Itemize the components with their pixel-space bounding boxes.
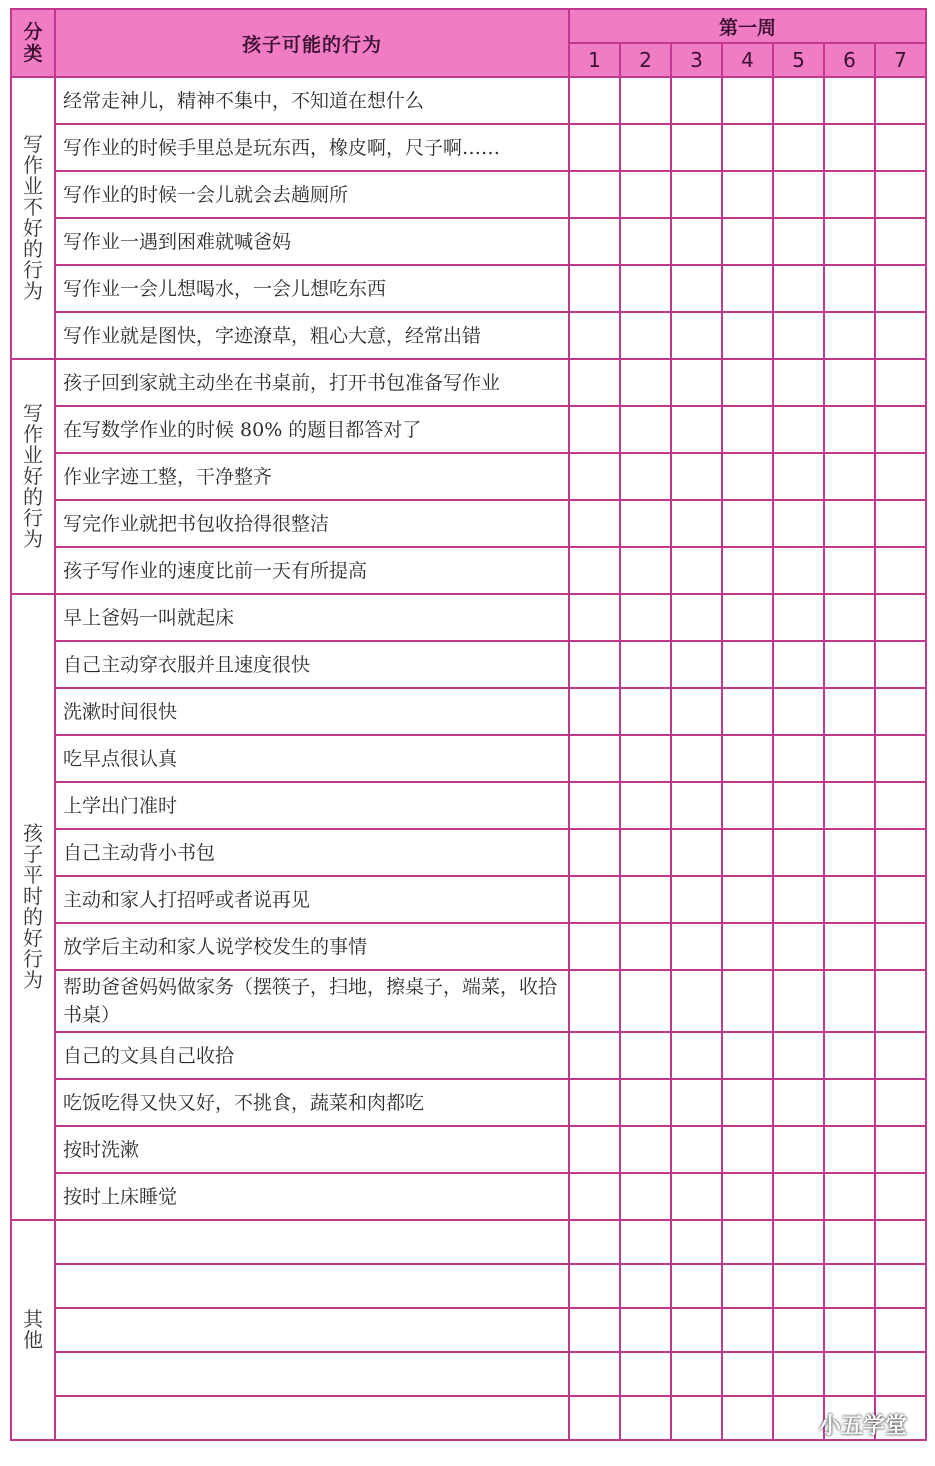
day-2-check-cell[interactable] — [620, 77, 671, 124]
day-4-check-cell[interactable] — [722, 782, 773, 829]
day-7-check-cell[interactable] — [875, 77, 926, 124]
day-3-check-cell[interactable] — [671, 1220, 722, 1264]
day-2-check-cell[interactable] — [620, 688, 671, 735]
day-2-check-cell[interactable] — [620, 406, 671, 453]
day-5-check-cell[interactable] — [773, 1352, 824, 1396]
day-6-check-cell[interactable] — [824, 876, 875, 923]
table-row — [11, 547, 926, 594]
day-7-check-cell[interactable] — [875, 171, 926, 218]
day-6-check-cell[interactable] — [824, 829, 875, 876]
behavior-cell: 帮助爸爸妈妈做家务（摆筷子，扫地，擦桌子，端菜，收拾书桌） — [55, 970, 569, 1032]
other-behavior-cell[interactable] — [55, 1220, 569, 1264]
day-6-check-cell[interactable] — [824, 923, 875, 970]
day-1-check-cell[interactable] — [569, 124, 620, 171]
behavior-cell: 自己的文具自己收拾 — [55, 1032, 569, 1079]
day-7-check-cell[interactable] — [875, 923, 926, 970]
day-3-check-cell[interactable] — [671, 218, 722, 265]
behavior-cell: 按时洗漱 — [55, 1126, 569, 1173]
day-6-check-cell[interactable] — [824, 77, 875, 124]
behavior-cell: 主动和家人打招呼或者说再见 — [55, 876, 569, 923]
table-row — [11, 1126, 926, 1173]
day-5-check-cell[interactable] — [773, 641, 824, 688]
day-4-check-cell[interactable] — [722, 1220, 773, 1264]
day-3-check-cell[interactable] — [671, 782, 722, 829]
day-4-check-cell[interactable] — [722, 1079, 773, 1126]
day-3-check-cell[interactable] — [671, 359, 722, 406]
week-header: 第一周 — [569, 9, 926, 43]
day-3-check-cell[interactable] — [671, 77, 722, 124]
day-4-check-cell[interactable] — [722, 1264, 773, 1308]
day-4-check-cell[interactable] — [722, 453, 773, 500]
day-7-check-cell[interactable] — [875, 312, 926, 359]
day-1-check-cell[interactable] — [569, 688, 620, 735]
behavior-cell: 吃饭吃得又快又好，不挑食，蔬菜和肉都吃 — [55, 1079, 569, 1126]
day-5-check-cell[interactable] — [773, 688, 824, 735]
table-row — [11, 1173, 926, 1220]
day-2-check-cell[interactable] — [620, 1079, 671, 1126]
day-6-check-cell[interactable] — [824, 735, 875, 782]
day-2-check-cell[interactable] — [620, 218, 671, 265]
day-1-check-cell[interactable] — [569, 359, 620, 406]
day-6-check-cell[interactable] — [824, 1126, 875, 1173]
day-2-check-cell[interactable] — [620, 265, 671, 312]
day-1-check-cell[interactable] — [569, 1308, 620, 1352]
day-1-check-cell[interactable] — [569, 406, 620, 453]
table-row — [11, 735, 926, 782]
behavior-table — [10, 8, 927, 1441]
table-header — [11, 9, 926, 77]
day-4-check-cell[interactable] — [722, 1032, 773, 1079]
day-5-check-cell[interactable] — [773, 782, 824, 829]
wechat-icon — [783, 1412, 813, 1438]
day-5-check-cell[interactable] — [773, 77, 824, 124]
day-5-check-cell[interactable] — [773, 970, 824, 1032]
behavior-cell: 吃早点很认真 — [55, 735, 569, 782]
table-row — [11, 124, 926, 171]
day-2-check-cell[interactable] — [620, 829, 671, 876]
day-5-check-cell[interactable] — [773, 500, 824, 547]
day-1-check-cell[interactable] — [569, 970, 620, 1032]
day-header-4: 4 — [722, 43, 773, 77]
day-7-check-cell[interactable] — [875, 218, 926, 265]
table-row — [11, 359, 926, 406]
day-4-check-cell[interactable] — [722, 688, 773, 735]
category-cell — [11, 359, 55, 594]
day-1-check-cell[interactable] — [569, 171, 620, 218]
day-5-check-cell[interactable] — [773, 829, 824, 876]
table-row — [11, 594, 926, 641]
category-cell — [11, 1220, 55, 1440]
day-2-check-cell[interactable] — [620, 124, 671, 171]
table-row — [11, 1032, 926, 1079]
day-1-check-cell[interactable] — [569, 77, 620, 124]
table-row — [11, 970, 926, 1032]
behavior-cell: 写完作业就把书包收拾得很整洁 — [55, 500, 569, 547]
behavior-cell: 经常走神儿，精神不集中，不知道在想什么 — [55, 77, 569, 124]
table-row — [11, 453, 926, 500]
category-cell — [11, 77, 55, 359]
behavior-cell: 自己主动穿衣服并且速度很快 — [55, 641, 569, 688]
day-4-check-cell[interactable] — [722, 876, 773, 923]
day-2-check-cell[interactable] — [620, 782, 671, 829]
day-7-check-cell[interactable] — [875, 265, 926, 312]
behavior-cell: 作业字迹工整，干净整齐 — [55, 453, 569, 500]
day-5-check-cell[interactable] — [773, 171, 824, 218]
day-5-check-cell[interactable] — [773, 312, 824, 359]
day-6-check-cell[interactable] — [824, 500, 875, 547]
day-7-check-cell[interactable] — [875, 735, 926, 782]
day-2-check-cell[interactable] — [620, 1396, 671, 1440]
day-5-check-cell[interactable] — [773, 594, 824, 641]
day-1-check-cell[interactable] — [569, 218, 620, 265]
day-2-check-cell[interactable] — [620, 453, 671, 500]
day-3-check-cell[interactable] — [671, 1352, 722, 1396]
day-5-check-cell[interactable] — [773, 735, 824, 782]
table-row — [11, 1308, 926, 1352]
day-7-check-cell[interactable] — [875, 1264, 926, 1308]
day-1-check-cell[interactable] — [569, 265, 620, 312]
behavior-cell: 自己主动背小书包 — [55, 829, 569, 876]
day-5-check-cell[interactable] — [773, 265, 824, 312]
day-2-check-cell[interactable] — [620, 500, 671, 547]
day-2-check-cell[interactable] — [620, 641, 671, 688]
day-4-check-cell[interactable] — [722, 594, 773, 641]
day-3-check-cell[interactable] — [671, 876, 722, 923]
day-4-check-cell[interactable] — [722, 1352, 773, 1396]
day-2-check-cell[interactable] — [620, 1264, 671, 1308]
day-4-check-cell[interactable] — [722, 641, 773, 688]
day-5-check-cell[interactable] — [773, 1079, 824, 1126]
table-row — [11, 265, 926, 312]
behavior-cell: 写作业一遇到困难就喊爸妈 — [55, 218, 569, 265]
behavior-cell: 写作业的时候手里总是玩东西，橡皮啊，尺子啊…… — [55, 124, 569, 171]
day-2-check-cell[interactable] — [620, 876, 671, 923]
day-5-check-cell[interactable] — [773, 923, 824, 970]
behavior-cell: 写作业的时候一会儿就会去趟厕所 — [55, 171, 569, 218]
category-label: 写作业不好的行为 — [23, 132, 43, 303]
behavior-cell: 放学后主动和家人说学校发生的事情 — [55, 923, 569, 970]
day-4-check-cell[interactable] — [722, 500, 773, 547]
day-1-check-cell[interactable] — [569, 1220, 620, 1264]
day-5-check-cell[interactable] — [773, 876, 824, 923]
watermark — [783, 1409, 907, 1440]
day-7-check-cell[interactable] — [875, 124, 926, 171]
day-3-check-cell[interactable] — [671, 1126, 722, 1173]
day-1-check-cell[interactable] — [569, 735, 620, 782]
day-1-check-cell[interactable] — [569, 1396, 620, 1440]
table-row — [11, 641, 926, 688]
day-5-check-cell[interactable] — [773, 1126, 824, 1173]
day-5-check-cell[interactable] — [773, 406, 824, 453]
day-2-check-cell[interactable] — [620, 1308, 671, 1352]
day-5-check-cell[interactable] — [773, 1264, 824, 1308]
day-2-check-cell[interactable] — [620, 359, 671, 406]
table-row — [11, 1079, 926, 1126]
day-3-check-cell[interactable] — [671, 829, 722, 876]
day-1-check-cell[interactable] — [569, 829, 620, 876]
day-3-check-cell[interactable] — [671, 265, 722, 312]
day-6-check-cell[interactable] — [824, 1032, 875, 1079]
day-header-1: 1 — [569, 43, 620, 77]
day-1-check-cell[interactable] — [569, 641, 620, 688]
day-6-check-cell[interactable] — [824, 1264, 875, 1308]
day-7-check-cell[interactable] — [875, 547, 926, 594]
day-1-check-cell[interactable] — [569, 500, 620, 547]
day-4-check-cell[interactable] — [722, 218, 773, 265]
category-header — [11, 9, 55, 77]
table-row — [11, 782, 926, 829]
day-6-check-cell[interactable] — [824, 312, 875, 359]
day-1-check-cell[interactable] — [569, 1352, 620, 1396]
day-1-check-cell[interactable] — [569, 923, 620, 970]
day-7-check-cell[interactable] — [875, 1126, 926, 1173]
day-7-check-cell[interactable] — [875, 641, 926, 688]
day-6-check-cell[interactable] — [824, 1173, 875, 1220]
day-6-check-cell[interactable] — [824, 1308, 875, 1352]
day-7-check-cell[interactable] — [875, 1173, 926, 1220]
day-1-check-cell[interactable] — [569, 453, 620, 500]
day-5-check-cell[interactable] — [773, 359, 824, 406]
day-3-check-cell[interactable] — [671, 453, 722, 500]
day-6-check-cell[interactable] — [824, 641, 875, 688]
day-2-check-cell[interactable] — [620, 970, 671, 1032]
behavior-cell: 洗漱时间很快 — [55, 688, 569, 735]
day-6-check-cell[interactable] — [824, 406, 875, 453]
day-6-check-cell[interactable] — [824, 1079, 875, 1126]
day-1-check-cell[interactable] — [569, 594, 620, 641]
table-row — [11, 77, 926, 124]
day-3-check-cell[interactable] — [671, 641, 722, 688]
day-1-check-cell[interactable] — [569, 1264, 620, 1308]
day-3-check-cell[interactable] — [671, 500, 722, 547]
day-6-check-cell[interactable] — [824, 265, 875, 312]
day-1-check-cell[interactable] — [569, 1126, 620, 1173]
day-7-check-cell[interactable] — [875, 453, 926, 500]
day-7-check-cell[interactable] — [875, 1220, 926, 1264]
day-4-check-cell[interactable] — [722, 312, 773, 359]
day-5-check-cell[interactable] — [773, 547, 824, 594]
day-4-check-cell[interactable] — [722, 406, 773, 453]
category-label: 其他 — [23, 1307, 43, 1352]
day-7-check-cell[interactable] — [875, 1308, 926, 1352]
day-header-2: 2 — [620, 43, 671, 77]
day-3-check-cell[interactable] — [671, 312, 722, 359]
day-2-check-cell[interactable] — [620, 1032, 671, 1079]
day-header-3: 3 — [671, 43, 722, 77]
behavior-cell: 写作业一会儿想喝水，一会儿想吃东西 — [55, 265, 569, 312]
table-row — [11, 876, 926, 923]
day-6-check-cell[interactable] — [824, 1352, 875, 1396]
day-6-check-cell[interactable] — [824, 453, 875, 500]
day-6-check-cell[interactable] — [824, 782, 875, 829]
table-row — [11, 688, 926, 735]
behavior-cell: 写作业就是图快，字迹潦草，粗心大意，经常出错 — [55, 312, 569, 359]
table-row — [11, 1264, 926, 1308]
table-row — [11, 1220, 926, 1264]
day-1-check-cell[interactable] — [569, 1032, 620, 1079]
day-3-check-cell[interactable] — [671, 1396, 722, 1440]
day-4-check-cell[interactable] — [722, 547, 773, 594]
day-3-check-cell[interactable] — [671, 688, 722, 735]
day-2-check-cell[interactable] — [620, 1352, 671, 1396]
day-5-check-cell[interactable] — [773, 1173, 824, 1220]
day-header-5: 5 — [773, 43, 824, 77]
day-3-check-cell[interactable] — [671, 970, 722, 1032]
day-3-check-cell[interactable] — [671, 1173, 722, 1220]
table-row — [11, 829, 926, 876]
day-4-check-cell[interactable] — [722, 77, 773, 124]
day-5-check-cell[interactable] — [773, 1220, 824, 1264]
day-7-check-cell[interactable] — [875, 876, 926, 923]
day-6-check-cell[interactable] — [824, 547, 875, 594]
day-4-check-cell[interactable] — [722, 171, 773, 218]
day-3-check-cell[interactable] — [671, 1308, 722, 1352]
behavior-header: 孩子可能的行为 — [55, 9, 569, 77]
day-6-check-cell[interactable] — [824, 688, 875, 735]
day-5-check-cell[interactable] — [773, 124, 824, 171]
other-behavior-cell[interactable] — [55, 1264, 569, 1308]
day-4-check-cell[interactable] — [722, 359, 773, 406]
behavior-cell: 上学出门准时 — [55, 782, 569, 829]
day-2-check-cell[interactable] — [620, 547, 671, 594]
day-3-check-cell[interactable] — [671, 171, 722, 218]
day-7-check-cell[interactable] — [875, 1352, 926, 1396]
day-header-7: 7 — [875, 43, 926, 77]
day-6-check-cell[interactable] — [824, 970, 875, 1032]
day-6-check-cell[interactable] — [824, 171, 875, 218]
day-3-check-cell[interactable] — [671, 1079, 722, 1126]
day-2-check-cell[interactable] — [620, 1220, 671, 1264]
day-3-check-cell[interactable] — [671, 923, 722, 970]
day-1-check-cell[interactable] — [569, 312, 620, 359]
other-behavior-cell[interactable] — [55, 1308, 569, 1352]
day-6-check-cell[interactable] — [824, 359, 875, 406]
day-4-check-cell[interactable] — [722, 970, 773, 1032]
table-body — [11, 77, 926, 1440]
table-row — [11, 923, 926, 970]
day-3-check-cell[interactable] — [671, 1032, 722, 1079]
day-2-check-cell[interactable] — [620, 312, 671, 359]
category-label: 孩子平时的好行为 — [23, 821, 43, 992]
day-4-check-cell[interactable] — [722, 265, 773, 312]
watermark-text: 小五学堂 — [818, 1414, 907, 1439]
behavior-cell: 在写数学作业的时候 80% 的题目都答对了 — [55, 406, 569, 453]
day-7-check-cell[interactable] — [875, 1079, 926, 1126]
category-cell — [11, 594, 55, 1220]
behavior-cell: 孩子写作业的速度比前一天有所提高 — [55, 547, 569, 594]
day-7-check-cell[interactable] — [875, 970, 926, 1032]
day-4-check-cell[interactable] — [722, 1126, 773, 1173]
day-6-check-cell[interactable] — [824, 1220, 875, 1264]
day-7-check-cell[interactable] — [875, 500, 926, 547]
day-header-6: 6 — [824, 43, 875, 77]
day-3-check-cell[interactable] — [671, 735, 722, 782]
day-5-check-cell[interactable] — [773, 218, 824, 265]
day-7-check-cell[interactable] — [875, 782, 926, 829]
day-4-check-cell[interactable] — [722, 1308, 773, 1352]
day-2-check-cell[interactable] — [620, 171, 671, 218]
table-row — [11, 171, 926, 218]
table-row — [11, 312, 926, 359]
day-7-check-cell[interactable] — [875, 359, 926, 406]
day-7-check-cell[interactable] — [875, 406, 926, 453]
day-5-check-cell[interactable] — [773, 1032, 824, 1079]
day-4-check-cell[interactable] — [722, 735, 773, 782]
day-1-check-cell[interactable] — [569, 1079, 620, 1126]
day-4-check-cell[interactable] — [722, 1173, 773, 1220]
day-5-check-cell[interactable] — [773, 1308, 824, 1352]
day-2-check-cell[interactable] — [620, 1126, 671, 1173]
day-3-check-cell[interactable] — [671, 406, 722, 453]
table-row — [11, 218, 926, 265]
behavior-cell: 早上爸妈一叫就起床 — [55, 594, 569, 641]
day-1-check-cell[interactable] — [569, 876, 620, 923]
day-2-check-cell[interactable] — [620, 735, 671, 782]
day-5-check-cell[interactable] — [773, 453, 824, 500]
day-3-check-cell[interactable] — [671, 594, 722, 641]
day-1-check-cell[interactable] — [569, 1173, 620, 1220]
day-2-check-cell[interactable] — [620, 594, 671, 641]
behavior-cell: 按时上床睡觉 — [55, 1173, 569, 1220]
table-row — [11, 1352, 926, 1396]
day-6-check-cell[interactable] — [824, 594, 875, 641]
day-2-check-cell[interactable] — [620, 923, 671, 970]
table-row — [11, 406, 926, 453]
day-6-check-cell[interactable] — [824, 124, 875, 171]
other-behavior-cell[interactable] — [55, 1396, 569, 1440]
behavior-cell: 孩子回到家就主动坐在书桌前，打开书包准备写作业 — [55, 359, 569, 406]
day-4-check-cell[interactable] — [722, 1396, 773, 1440]
day-3-check-cell[interactable] — [671, 124, 722, 171]
day-4-check-cell[interactable] — [722, 124, 773, 171]
day-2-check-cell[interactable] — [620, 1173, 671, 1220]
category-label: 写作业好的行为 — [23, 401, 43, 551]
day-1-check-cell[interactable] — [569, 547, 620, 594]
day-4-check-cell[interactable] — [722, 829, 773, 876]
day-3-check-cell[interactable] — [671, 1264, 722, 1308]
day-4-check-cell[interactable] — [722, 923, 773, 970]
day-6-check-cell[interactable] — [824, 218, 875, 265]
other-behavior-cell[interactable] — [55, 1352, 569, 1396]
category-header-label: 分类 — [23, 21, 43, 65]
day-3-check-cell[interactable] — [671, 547, 722, 594]
day-7-check-cell[interactable] — [875, 829, 926, 876]
table-row — [11, 500, 926, 547]
day-1-check-cell[interactable] — [569, 782, 620, 829]
day-7-check-cell[interactable] — [875, 1032, 926, 1079]
day-7-check-cell[interactable] — [875, 688, 926, 735]
day-7-check-cell[interactable] — [875, 594, 926, 641]
